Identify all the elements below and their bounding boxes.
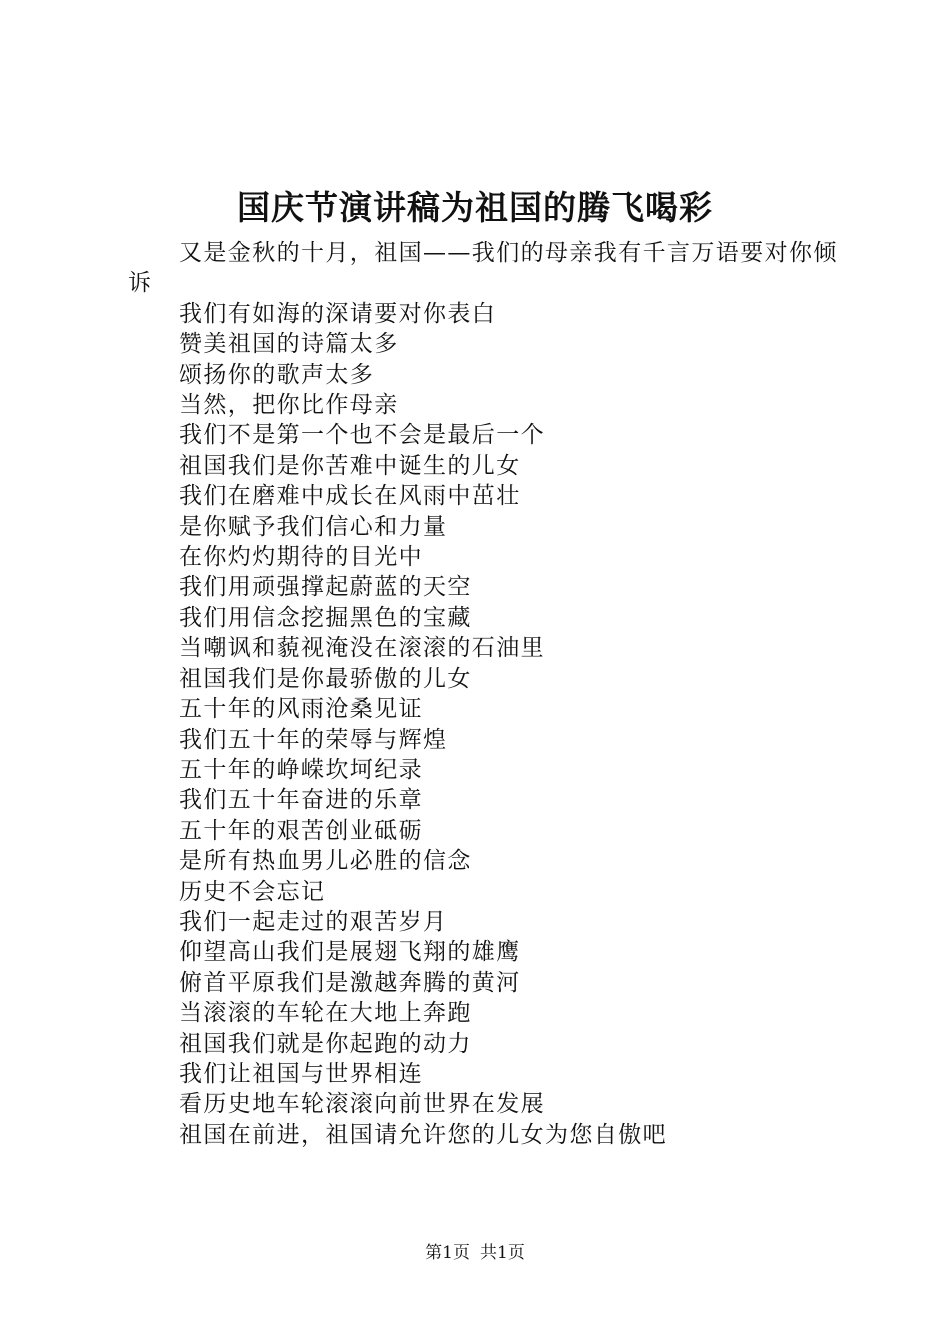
poem-line: 我们有如海的深请要对你表白 [179, 300, 497, 327]
poem-line: 我们一起走过的艰苦岁月 [179, 908, 448, 935]
poem-line: 祖国我们是你苦难中诞生的儿女 [179, 452, 521, 479]
poem-line: 赞美祖国的诗篇太多 [179, 331, 399, 358]
poem-line: 当嘲讽和藐视淹没在滚滚的石油里 [179, 635, 545, 662]
poem-line: 五十年的风雨沧桑见证 [179, 696, 423, 723]
document-title: 国庆节演讲稿为祖国的腾飞喝彩 [237, 188, 713, 227]
poem-line: 在你灼灼期待的目光中 [179, 544, 423, 571]
poem-line: 是你赋予我们信心和力量 [179, 513, 448, 540]
poem-line: 俯首平原我们是激越奔腾的黄河 [179, 969, 521, 996]
poem-line: 我们让祖国与世界相连 [179, 1060, 423, 1087]
intro-paragraph: 又是金秋的十月，祖国——我们的母亲我有千言万语要对你倾诉 [128, 240, 838, 297]
page-number: 第1页 [425, 1243, 470, 1263]
poem-line: 颂扬你的歌声太多 [179, 361, 375, 388]
poem-line: 祖国我们是你最骄傲的儿女 [179, 665, 472, 692]
poem-line: 是所有热血男儿必胜的信念 [179, 848, 472, 875]
page-footer [0, 1241, 950, 1265]
poem-line: 五十年的峥嵘坎坷纪录 [179, 756, 423, 783]
poem-line: 五十年的艰苦创业砥砺 [179, 817, 423, 844]
document-body [128, 238, 838, 1150]
poem-line: 历史不会忘记 [179, 878, 326, 905]
poem-line: 我们不是第一个也不会是最后一个 [179, 422, 545, 449]
poem-line: 当滚滚的车轮在大地上奔跑 [179, 1000, 472, 1027]
poem-line: 祖国我们就是你起跑的动力 [179, 1030, 472, 1057]
poem-line: 看历史地车轮滚滚向前世界在发展 [179, 1091, 545, 1118]
poem-lines [128, 299, 838, 1150]
poem-line: 我们用信念挖掘黑色的宝藏 [179, 604, 472, 631]
poem-line: 仰望高山我们是展翅飞翔的雄鹰 [179, 939, 521, 966]
poem-line: 祖国在前进，祖国请允许您的儿女为您自傲吧 [179, 1121, 667, 1148]
poem-line: 我们五十年的荣辱与辉煌 [179, 726, 448, 753]
poem-line: 我们用顽强撑起蔚蓝的天空 [179, 574, 472, 601]
poem-line: 我们五十年奋进的乐章 [179, 787, 423, 814]
poem-line: 当然，把你比作母亲 [179, 392, 399, 419]
page-total: 共1页 [480, 1243, 525, 1263]
poem-line: 我们在磨难中成长在风雨中茁壮 [179, 483, 521, 510]
